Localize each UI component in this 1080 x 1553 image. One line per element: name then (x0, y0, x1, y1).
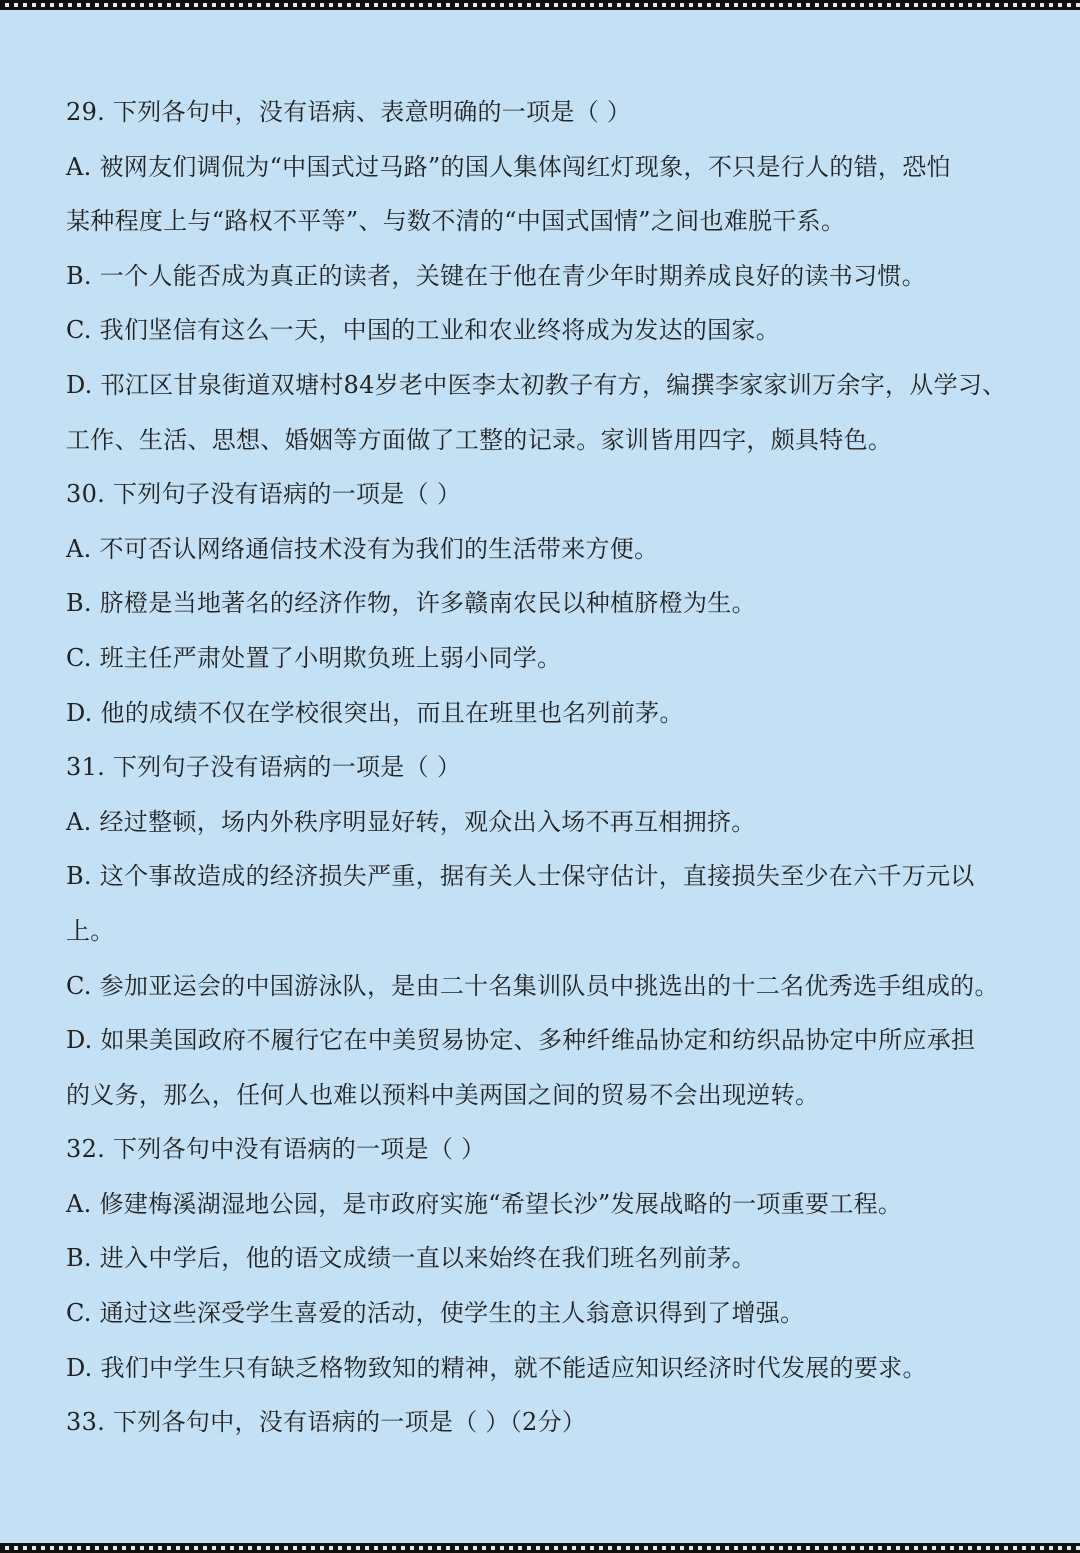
question-31-stem: 31. 下列句子没有语病的一项是（ ） (66, 753, 462, 782)
question-32-option-a: A. 修建梅溪湖湿地公园，是市政府实施“希望长沙”发展战略的一项重要工程。 (66, 1189, 903, 1218)
question-30-option-d: D. 他的成绩不仅在学校很突出，而且在班里也名列前茅。 (66, 698, 684, 727)
question-29-option-d-line-2: 工作、生活、思想、婚姻等方面做了工整的记录。家训皆用四字，颇具特色。 (66, 425, 893, 454)
question-31-option-d-line-1: D. 如果美国政府不履行它在中美贸易协定、多种纤维品协定和纺织品协定中所应承担 (66, 1026, 976, 1055)
question-32-option-d: D. 我们中学生只有缺乏格物致知的精神，就不能适应知识经济时代发展的要求。 (66, 1353, 927, 1382)
question-29-option-b: B. 一个人能否成为真正的读者，关键在于他在青少年时期养成良好的读书习惯。 (66, 261, 926, 290)
top-dotted-border (0, 0, 1080, 10)
question-31-option-d-line-2: 的义务，那么，任何人也难以预料中美两国之间的贸易不会出现逆转。 (66, 1080, 820, 1109)
question-31-option-b-line-2: 上。 (66, 916, 115, 945)
question-29-option-a-line-2: 某种程度上与“路权不平等”、与数不清的“中国式国情”之间也难脱干系。 (66, 207, 846, 236)
question-32-option-b: B. 进入中学后，他的语文成绩一直以来始终在我们班名列前茅。 (66, 1244, 756, 1273)
question-29-option-a-line-1: A. 被网友们调侃为“中国式过马路”的国人集体闯红灯现象，不只是行人的错，恐怕 (66, 152, 951, 181)
question-29-stem: 29. 下列各句中，没有语病、表意明确的一项是（ ） (66, 98, 632, 126)
question-31-option-c: C. 参加亚运会的中国游泳队，是由二十名集训队员中挑选出的十二名优秀选手组成的。 (66, 971, 999, 1000)
question-32-option-c: C. 通过这些深受学生喜爱的活动，使学生的主人翁意识得到了增强。 (66, 1299, 805, 1328)
question-30-option-c: C. 班主任严肃处置了小明欺负班上弱小同学。 (66, 643, 562, 672)
question-32-stem: 32. 下列各句中没有语病的一项是（ ） (66, 1135, 486, 1164)
question-33-stem: 33. 下列各句中，没有语病的一项是（ ）（2分） (66, 1408, 587, 1437)
question-list (66, 85, 1030, 1450)
question-29-option-c: C. 我们坚信有这么一天，中国的工业和农业终将成为发达的国家。 (66, 316, 781, 345)
bottom-dotted-border (0, 1543, 1080, 1553)
question-30-option-a: A. 不可否认网络通信技术没有为我们的生活带来方便。 (66, 534, 659, 563)
question-30-stem: 30. 下列句子没有语病的一项是（ ） (66, 480, 462, 509)
question-30-option-b: B. 脐橙是当地著名的经济作物，许多赣南农民以种植脐橙为生。 (66, 589, 756, 618)
question-29-option-d-line-1: D. 邗江区甘泉街道双塘村84岁老中医李太初教子有方，编撰李家家训万余字，从学习、 (66, 370, 1007, 399)
question-31-option-b-line-1: B. 这个事故造成的经济损失严重，据有关人士保守估计，直接损失至少在六千万元以 (66, 862, 975, 891)
question-31-option-a: A. 经过整顿，场内外秩序明显好转，观众出入场不再互相拥挤。 (66, 807, 756, 836)
